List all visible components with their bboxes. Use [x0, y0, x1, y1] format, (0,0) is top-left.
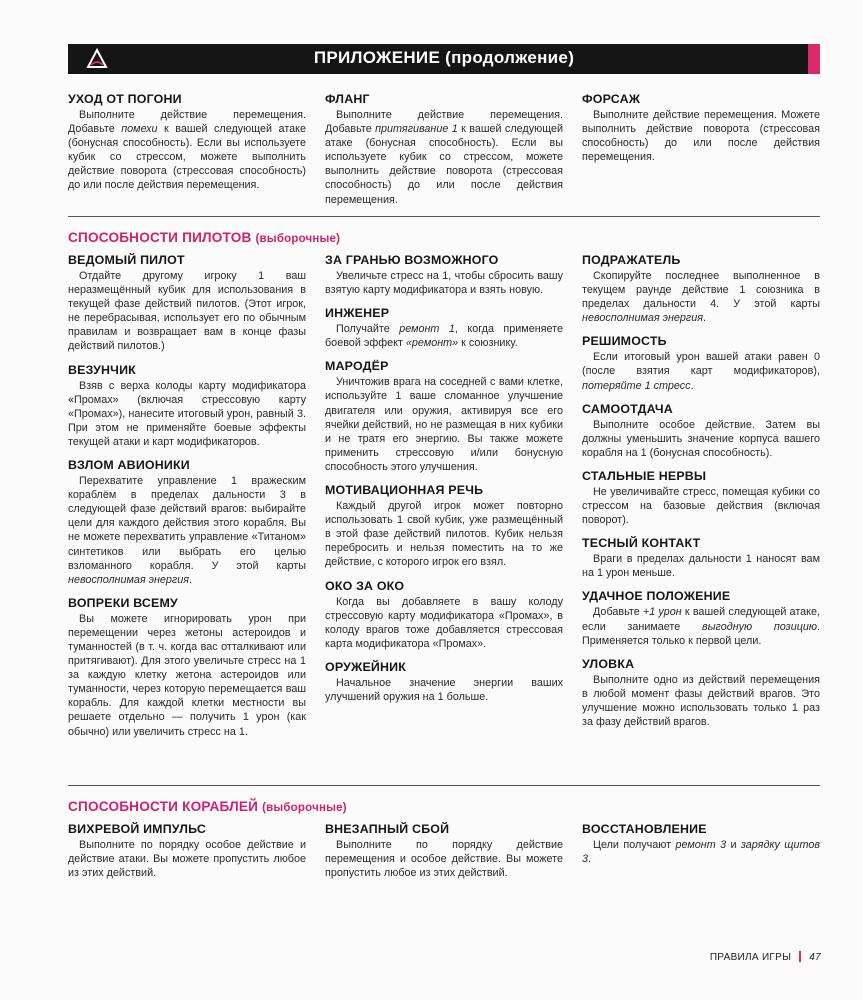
pilots-column-2	[325, 253, 563, 713]
ability-entry	[582, 253, 820, 325]
ability-title: ОКО ЗА ОКО	[325, 578, 405, 593]
ability-entry	[325, 92, 563, 207]
ability-title: ВИХРЕВОЙ ИМПУЛЬС	[68, 822, 207, 836]
ability-entry	[68, 253, 306, 354]
ability-entry	[582, 657, 820, 729]
ability-text: Не увеличивайте стресс, помещая кубики со стрессом на базовые действия (включая поворот).	[582, 485, 820, 527]
ability-text: Добавьте +1 урон к вашей следующей атаке, если занимаете выгодную позицию. Применяется только к первой цели.	[582, 606, 820, 647]
section-divider	[68, 785, 820, 786]
ability-entry	[68, 822, 306, 880]
ability-title: ВЗЛОМ АВИОНИКИ	[68, 458, 190, 473]
ability-text: Выполните особое действие. Затем вы должны уменьшить значение корпуса вашего корабля на 1 (бонусная способность).	[582, 418, 820, 459]
ability-text: Вы можете игнорировать урон при перемещении через жетоны астероидов и туманностей (в т. ч. когда вас отталкивают или притягивают). Для этого увеличьте стресс на 1 за каждую клетку жетона астероидов или туманности, через которую перемещается ваш корабль. Для каждой клетки местности вы решаете отдельно — получить 1 урон (как обычно) или увеличить стресс на 1.	[68, 612, 306, 738]
ability-entry	[582, 402, 820, 460]
ability-title: ЗА ГРАНЬЮ ВОЗМОЖНОГО	[325, 253, 499, 267]
ability-title: ВОССТАНОВЛЕНИЕ	[582, 822, 707, 836]
ability-entry	[582, 536, 820, 580]
ability-text: Выполните действие перемещения. Добавьте помехи к вашей следующей атаке (бонусная способность). Если вы используете кубик со стрессом, можете выполнить действие поворота (стрессовая способность) до или после действия перемещения.	[68, 109, 306, 192]
top-column-3	[582, 92, 820, 173]
ability-text: Выполните по порядку особое действие и действие атаки. Вы можете пропустить любое из этих действий.	[68, 839, 306, 880]
ability-text: Уничтожив врага на соседней с вами клетке, используйте 1 ваше сломанное улучшение двигателя или оружия, активируя все его ячейки действий, но не размещая в них кубики и не тратя его энергию. Вы также можете применить стрессовую и/или бонусную способность этого улучшения.	[325, 376, 563, 473]
ability-text: Враги в пределах дальности 1 наносят вам на 1 урон меньше.	[582, 553, 820, 580]
ability-text: Перехватите управление 1 вражеским кораблём в пределах дальности 3 в следующей фазе действий врагов: выбирайте цели для каждого действия этого корабля. Вы не можете перехватить управление «Титаном» синтетиков или выбрать его целью взломанного корабля. У этой карты невосполнимая энергия.	[68, 475, 306, 586]
ability-title: ИНЖЕНЕР	[325, 306, 390, 321]
page-number: 47	[809, 952, 821, 963]
ability-entry	[68, 458, 306, 587]
ability-entry	[325, 253, 563, 297]
ability-entry	[582, 334, 820, 392]
ability-title: УХОД ОТ ПОГОНИ	[68, 92, 182, 106]
ability-text: Получайте ремонт 1, когда применяете боевой эффект «ремонт» к союзнику.	[325, 323, 564, 350]
ability-text: Выполните действие перемещения. Добавьте притягивание 1 к вашей следующей атаке (бонусная способность). Если вы используете кубик со стрессом, можете выполнить действие поворота (стрессовая способность) до или после действия перемещения.	[325, 109, 563, 206]
ability-title: ФЛАНГ	[325, 92, 370, 106]
ability-entry	[325, 660, 563, 704]
page-title: ПРИЛОЖЕНИЕ (продолжение)	[313, 48, 575, 67]
ability-title: ПОДРАЖАТЕЛЬ	[582, 253, 681, 267]
section-divider	[68, 216, 820, 217]
section-title-pilots	[68, 230, 340, 245]
section-title-text: СПОСОБНОСТИ КОРАБЛЕЙ	[68, 799, 259, 814]
section-title-ships	[68, 799, 347, 814]
ability-entry	[582, 92, 820, 164]
ability-title: МАРОДЁР	[325, 359, 389, 374]
ability-entry	[325, 483, 563, 569]
ships-column-2	[325, 822, 563, 889]
ability-title: ВНЕЗАПНЫЙ СБОЙ	[325, 822, 450, 836]
ability-entry	[582, 822, 820, 866]
footer-label: ПРАВИЛА ИГРЫ	[709, 952, 792, 963]
ability-title: МОТИВАЦИОННАЯ РЕЧЬ	[325, 483, 484, 498]
ability-title: САМООТДАЧА	[582, 401, 673, 416]
top-column-1	[68, 92, 306, 202]
section-subtitle: (выборочные)	[262, 802, 347, 814]
ability-text: Выполните действие перемещения. Можете выполнить действие поворота (стрессовая способность) до или после действия перемещения.	[582, 109, 820, 164]
ability-entry	[325, 579, 563, 651]
ability-text: Скопируйте последнее выполненное в текущем раунде действие 1 союзника в пределах дальности 4. У этой карты невосполнимая энергия.	[582, 270, 820, 325]
ability-title: РЕШИМОСТЬ	[582, 334, 667, 349]
ability-text: Увеличьте стресс на 1, чтобы сбросить вашу взятую карту модификатора и взять новую.	[325, 270, 563, 297]
ability-text: Если итоговый урон вашей атаки равен 0 (после взятия карт модификаторов), потеряйте 1 стресс.	[582, 351, 820, 392]
ability-entry	[68, 363, 306, 449]
ability-title: ВЕДОМЫЙ ПИЛОТ	[68, 253, 185, 267]
pilots-column-1	[68, 253, 306, 748]
ability-title: ФОРСАЖ	[582, 92, 641, 106]
ability-text: Каждый другой игрок может повторно использовать 1 свой кубик, уже размещённый в этой фазе действий пилотов. Кубик нельзя перебросить и нельзя поместить на то же действие, с которого игрок его взял.	[325, 500, 563, 569]
ability-title: ВЕЗУНЧИК	[68, 362, 136, 377]
ability-text: Начальное значение энергии ваших улучшений оружия на 1 больше.	[325, 676, 563, 703]
ability-entry	[325, 359, 563, 474]
ability-text: Выполните одно из действий перемещения в любой момент фазы действий врагов. Это улучшение можно использовать только 1 раз за фазу действий врагов.	[582, 673, 820, 728]
ships-column-3	[582, 822, 820, 875]
ability-title: УДАЧНОЕ ПОЛОЖЕНИЕ	[582, 589, 731, 604]
ability-title: СТАЛЬНЫЕ НЕРВЫ	[582, 468, 707, 483]
ability-text: Цели получают ремонт 3 и зарядку щитов 3.	[582, 839, 820, 866]
page-header	[68, 44, 820, 74]
ability-entry	[68, 92, 306, 193]
ability-text: Взяв с верха колоды карту модификатора «Промах» (включая стрессовую карту «Промах»), нанесите итоговый урон, равный 3. При этом не применяйте боевые эффекты текущей атаки и карт модификаторов.	[68, 379, 306, 448]
ability-entry	[582, 589, 820, 647]
footer-divider	[799, 951, 801, 962]
ability-title: ВОПРЕКИ ВСЕМУ	[68, 595, 178, 610]
ability-entry	[325, 822, 563, 880]
page-footer	[710, 951, 821, 963]
ability-title: ОРУЖЕЙНИК	[325, 659, 407, 674]
section-subtitle: (выборочные)	[255, 233, 341, 245]
header-accent	[808, 44, 820, 74]
pilots-column-3	[582, 253, 820, 738]
ability-entry	[68, 596, 306, 739]
ability-text: Отдайте другому игроку 1 ваш неразмещённый кубик для использования в текущей фазе действий пилотов. (Этот игрок, не перебрасывая, использует его по обычным правилам и возвращает вам в конце фазы действий пилотов.)	[68, 270, 306, 353]
ability-text: Выполните по порядку действие перемещения и особое действие. Вы можете пропустить любое из этих действий.	[325, 839, 563, 880]
ability-title: УЛОВКА	[582, 656, 635, 671]
ability-entry	[582, 469, 820, 527]
ships-column-1	[68, 822, 306, 889]
section-title-text: СПОСОБНОСТИ ПИЛОТОВ	[68, 230, 252, 245]
top-column-2	[325, 92, 563, 216]
ability-entry	[325, 306, 563, 350]
ability-text: Когда вы добавляете в вашу колоду стрессовую карту модификатора «Промах», в колоду врагов тоже добавляется стрессовая карта модификатора «Промах».	[325, 595, 563, 650]
ability-title: ТЕСНЫЙ КОНТАКТ	[582, 536, 701, 551]
